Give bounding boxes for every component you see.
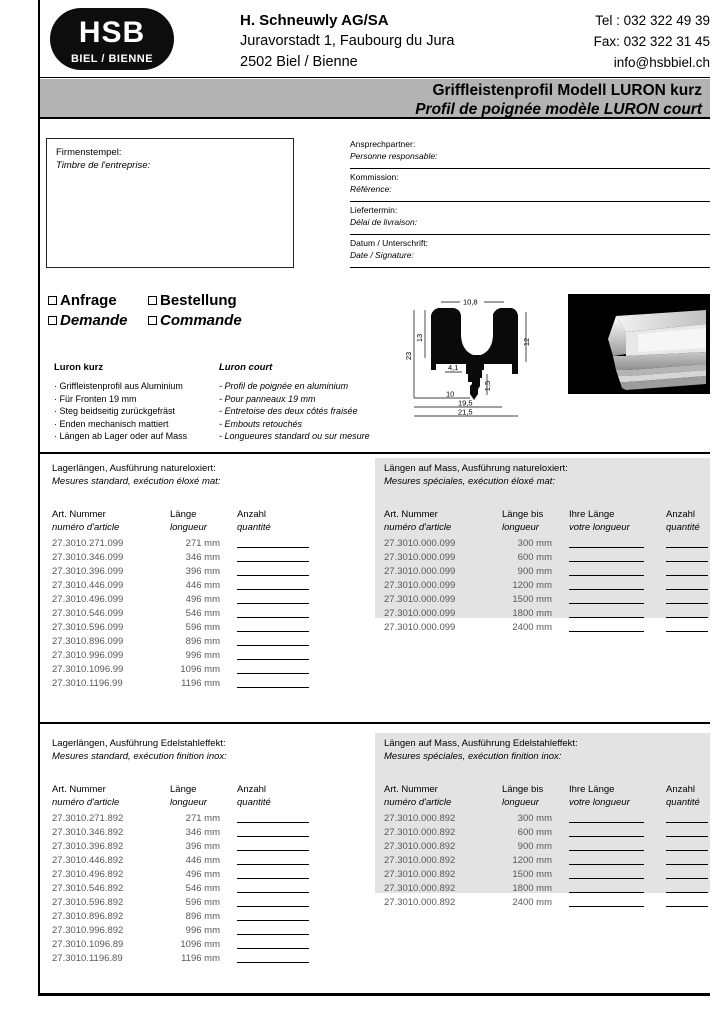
cell-length: 600 mm [517, 827, 552, 838]
table-row [52, 896, 352, 910]
table-caption-de: Längen auf Mass, Ausführung Edelstahleffekt: [384, 738, 578, 749]
table-body [52, 812, 352, 966]
field-label-de: Kommission: [350, 172, 399, 182]
cell-length: 396 mm [185, 566, 220, 577]
drawing-svg [392, 290, 562, 430]
cell-article-number: 27.3010.896.892 [52, 911, 124, 922]
input-line-quantity[interactable] [666, 836, 708, 837]
table-caption-fr: Mesures standard, exécution éloxé mat: [52, 476, 221, 487]
col-your-length: Ihre Länge votre longueur [569, 784, 630, 808]
cell-length: 496 mm [185, 869, 220, 880]
cell-article-number: 27.3010.1196.89 [52, 953, 123, 964]
input-line-your-length[interactable] [569, 631, 644, 632]
input-line-quantity[interactable] [237, 687, 309, 688]
dim-label-41: 4,1 [448, 363, 459, 372]
col-article-number: Art. Nummer numéro d'article [52, 784, 120, 808]
company-fax: Fax: 032 322 31 45 [593, 34, 710, 49]
table-row [52, 924, 352, 938]
input-line-quantity[interactable] [666, 589, 708, 590]
input-line-quantity[interactable] [666, 906, 708, 907]
checkbox-label: Bestellung [160, 291, 237, 309]
table-header-row [384, 509, 704, 537]
table-row [52, 649, 352, 663]
input-line-your-length[interactable] [569, 575, 644, 576]
checkbox-row-fr [48, 310, 348, 330]
table-row [52, 840, 352, 854]
input-line-quantity[interactable] [237, 547, 309, 548]
input-line-quantity[interactable] [237, 906, 309, 907]
cell-article-number: 27.3010.000.892 [384, 855, 456, 866]
table-row [384, 854, 704, 868]
input-line-quantity[interactable] [237, 920, 309, 921]
description-french [219, 362, 384, 443]
product-title-de: Griffleistenprofil Modell LURON kurz [432, 82, 702, 99]
checkbox-icon[interactable] [48, 316, 57, 325]
product-description [54, 362, 384, 443]
table-row [384, 579, 704, 593]
input-line-quantity[interactable] [666, 878, 708, 879]
table-row [52, 607, 352, 621]
field-label-fr: Délai de livraison: [350, 217, 418, 227]
description-item: - Longueures standard ou sur mesure [219, 431, 370, 442]
cell-length: 600 mm [517, 552, 552, 563]
cell-article-number: 27.3010.000.099 [384, 580, 456, 591]
description-title-fr: Luron court [219, 362, 273, 373]
table-standard-natural [52, 462, 352, 691]
cell-length: 271 mm [185, 538, 220, 549]
cell-length: 596 mm [185, 622, 220, 633]
cell-length: 300 mm [517, 813, 552, 824]
profile-cross-section-drawing [392, 290, 562, 430]
request-type-checkboxes [48, 290, 348, 330]
logo-wordmark: HSB [78, 16, 146, 49]
cell-length: 896 mm [185, 911, 220, 922]
cell-length: 1500 mm [512, 869, 552, 880]
input-line-quantity[interactable] [237, 962, 309, 963]
order-form-fields [350, 138, 710, 270]
table-row [52, 593, 352, 607]
description-item: · Griffleistenprofil aus Aluminium [54, 381, 183, 391]
input-line-your-length[interactable] [569, 547, 644, 548]
input-line-quantity[interactable] [237, 589, 309, 590]
table-row [52, 910, 352, 924]
col-quantity: Anzahl quantité [237, 784, 271, 808]
input-line-quantity[interactable] [237, 575, 309, 576]
input-line-your-length[interactable] [569, 878, 644, 879]
table-header-row [52, 784, 352, 812]
input-line-quantity[interactable] [666, 575, 708, 576]
description-item: - Embouts retouchés [219, 418, 303, 429]
input-line-quantity[interactable] [237, 631, 309, 632]
checkbox-anfrage[interactable] [48, 292, 148, 309]
cell-article-number: 27.3010.496.892 [52, 869, 124, 880]
cell-article-number: 27.3010.000.099 [384, 566, 456, 577]
cell-length: 896 mm [185, 636, 220, 647]
table-row [52, 579, 352, 593]
input-line-your-length[interactable] [569, 850, 644, 851]
description-item: · Für Fronten 19 mm [54, 393, 137, 404]
input-line-quantity[interactable] [666, 547, 708, 548]
cell-length: 1196 mm [181, 678, 220, 689]
cell-length: 1800 mm [512, 608, 552, 619]
cell-article-number: 27.3010.000.892 [384, 841, 456, 852]
cell-article-number: 27.3010.000.892 [384, 883, 456, 894]
cell-article-number: 27.3010.1096.99 [52, 664, 124, 675]
cell-length: 900 mm [517, 841, 552, 852]
input-line-quantity[interactable] [237, 864, 309, 865]
dim-label-width-top: 10,8 [463, 297, 478, 307]
company-telephone: Tel : 032 322 49 39 [595, 13, 710, 28]
table-body [52, 537, 352, 691]
col-your-length: Ihre Länge votre longueur [569, 509, 630, 533]
cell-length: 1200 mm [512, 855, 552, 866]
dim-label-10: 10 [446, 389, 455, 399]
cell-article-number: 27.3010.346.099 [52, 552, 124, 563]
input-line-your-length[interactable] [569, 836, 644, 837]
col-article-number: Art. Nummer numéro d'article [384, 784, 452, 808]
input-line-quantity[interactable] [666, 561, 708, 562]
table-caption-de: Längen auf Mass, Ausführung natureloxiert: [384, 463, 568, 474]
table-row [384, 868, 704, 882]
table-special-inox [384, 737, 704, 910]
cell-article-number: 27.3010.271.892 [52, 813, 124, 824]
table-row [384, 565, 704, 579]
col-length-up-to: Länge bis longueur [502, 509, 544, 533]
cell-length: 300 mm [517, 538, 552, 549]
checkbox-label: Demande [60, 311, 128, 329]
input-line-quantity[interactable] [237, 822, 309, 823]
cell-article-number: 27.3010.000.099 [384, 622, 456, 633]
field-input-line[interactable] [350, 201, 710, 203]
table-body [384, 812, 704, 910]
cell-length: 546 mm [185, 608, 220, 619]
cell-length: 900 mm [517, 566, 552, 577]
company-name: H. Schneuwly AG/SA [240, 12, 389, 29]
cell-length: 446 mm [185, 580, 220, 591]
input-line-quantity[interactable] [237, 934, 309, 935]
input-line-quantity[interactable] [237, 878, 309, 879]
input-line-quantity[interactable] [666, 603, 708, 604]
checkbox-icon[interactable] [48, 296, 57, 305]
company-contact-block [470, 10, 710, 73]
description-item: · Längen ab Lager oder auf Mass [54, 431, 188, 442]
cell-article-number: 27.3010.596.099 [52, 622, 124, 633]
cell-article-number: 27.3010.896.099 [52, 636, 124, 647]
table-row [52, 812, 352, 826]
table-header-row [384, 784, 704, 812]
cell-length: 996 mm [185, 925, 220, 936]
header-divider [40, 77, 710, 78]
field-label-fr: Date / Signature: [350, 250, 414, 260]
input-line-quantity[interactable] [237, 617, 309, 618]
input-line-quantity[interactable] [237, 603, 309, 604]
table-special-natural [384, 462, 704, 635]
field-contact-person[interactable] [350, 138, 710, 171]
cell-article-number: 27.3010.000.892 [384, 897, 456, 908]
cell-article-number: 27.3010.546.099 [52, 608, 124, 619]
table-row [52, 938, 352, 952]
input-line-quantity[interactable] [666, 864, 708, 865]
input-line-quantity[interactable] [237, 892, 309, 893]
dim-label-215: 21,5 [458, 407, 473, 417]
input-line-quantity[interactable] [237, 645, 309, 646]
section-divider-top [40, 452, 710, 454]
checkbox-label: Anfrage [60, 291, 117, 309]
input-line-quantity[interactable] [666, 617, 708, 618]
table-row [384, 537, 704, 551]
cell-article-number: 27.3010.996.892 [52, 925, 124, 936]
cell-length: 1800 mm [512, 883, 552, 894]
table-row [52, 882, 352, 896]
table-row [384, 896, 704, 910]
checkbox-commande[interactable] [148, 312, 242, 329]
cell-article-number: 27.3010.546.892 [52, 883, 124, 894]
cell-article-number: 27.3010.996.099 [52, 650, 124, 661]
field-commission[interactable] [350, 171, 710, 204]
cell-length: 1096 mm [180, 939, 220, 950]
cell-length: 1500 mm [512, 594, 552, 605]
col-length: Länge longueur [170, 784, 207, 808]
input-line-quantity[interactable] [237, 673, 309, 674]
table-row [52, 663, 352, 677]
checkbox-icon[interactable] [148, 296, 157, 305]
table-caption-de: Lagerlängen, Ausführung natureloxiert: [52, 463, 216, 474]
description-item: · Steg beidseitig zurückgefräst [54, 406, 176, 417]
table-row [52, 565, 352, 579]
table-row [52, 952, 352, 966]
cell-article-number: 27.3010.446.892 [52, 855, 124, 866]
description-item: - Entretoise des deux côtés fraisée [219, 406, 358, 417]
cell-length: 1196 mm [181, 953, 220, 964]
cell-article-number: 27.3010.346.892 [52, 827, 124, 838]
input-line-quantity[interactable] [666, 631, 708, 632]
hsb-logo [50, 8, 174, 70]
field-delivery-date[interactable] [350, 204, 710, 237]
table-caption-fr: Mesures standard, exécution finition inox: [52, 751, 227, 762]
company-stamp-box[interactable] [46, 138, 294, 268]
input-line-quantity[interactable] [666, 822, 708, 823]
stamp-label-fr: Timbre de l'entreprise: [56, 160, 151, 171]
table-row [384, 551, 704, 565]
table-row [52, 854, 352, 868]
field-input-line[interactable] [350, 267, 710, 269]
cell-article-number: 27.3010.000.892 [384, 827, 456, 838]
cell-article-number: 27.3010.396.892 [52, 841, 124, 852]
company-address-line-1: Juravorstadt 1, Faubourg du Jura [240, 33, 455, 49]
cell-length: 2400 mm [512, 897, 552, 908]
field-label-fr: Référence: [350, 184, 392, 194]
page-bottom-border [38, 993, 710, 996]
table-row [52, 868, 352, 882]
col-length-up-to: Länge bis longueur [502, 784, 544, 808]
col-article-number: Art. Nummer numéro d'article [384, 509, 452, 533]
cell-article-number: 27.3010.446.099 [52, 580, 124, 591]
table-row [384, 607, 704, 621]
cell-article-number: 27.3010.496.099 [52, 594, 124, 605]
table-row [384, 826, 704, 840]
col-quantity: Anzahl quantité [666, 784, 700, 808]
table-row [384, 812, 704, 826]
cell-article-number: 27.3010.271.099 [52, 538, 124, 549]
table-caption-fr: Mesures spéciales, exécution finition inox: [384, 751, 562, 762]
cell-length: 496 mm [185, 594, 220, 605]
dim-label-13: 13 [415, 333, 424, 343]
input-line-quantity[interactable] [666, 892, 708, 893]
cell-article-number: 27.3010.000.099 [384, 608, 456, 619]
input-line-your-length[interactable] [569, 864, 644, 865]
input-line-quantity[interactable] [237, 659, 309, 660]
cell-length: 1096 mm [180, 664, 220, 675]
table-row [52, 621, 352, 635]
table-row [52, 537, 352, 551]
dim-label-15: 1,5 [483, 380, 492, 392]
company-email[interactable]: info@hsbbiel.ch [613, 55, 710, 70]
field-label-de: Liefertermin: [350, 205, 398, 215]
input-line-quantity[interactable] [237, 948, 309, 949]
cell-article-number: 27.3010.000.099 [384, 538, 456, 549]
cell-length: 446 mm [185, 855, 220, 866]
table-caption-fr: Mesures spéciales, exécution éloxé mat: [384, 476, 556, 487]
input-line-your-length[interactable] [569, 892, 644, 893]
cell-article-number: 27.3010.1196.99 [52, 678, 123, 689]
input-line-quantity[interactable] [237, 850, 309, 851]
cell-article-number: 27.3010.1096.89 [52, 939, 124, 950]
cell-length: 546 mm [185, 883, 220, 894]
description-item: - Profil de poignée en aluminium [219, 381, 349, 391]
section-divider-mid [40, 722, 710, 724]
table-row [384, 621, 704, 635]
product-title-fr: Profil de poignée modèle LURON court [415, 101, 702, 118]
col-article-number: Art. Nummer numéro d'article [52, 509, 120, 533]
input-line-quantity[interactable] [237, 561, 309, 562]
description-title-de: Luron kurz [54, 362, 104, 373]
input-line-quantity[interactable] [666, 850, 708, 851]
page-left-border [38, 0, 40, 995]
input-line-your-length[interactable] [569, 617, 644, 618]
product-title-band [40, 79, 710, 119]
table-row [384, 882, 704, 896]
table-row [52, 826, 352, 840]
page-header [44, 6, 710, 74]
cell-length: 1200 mm [512, 580, 552, 591]
checkbox-label: Commande [160, 311, 242, 329]
field-input-line[interactable] [350, 168, 710, 170]
table-caption-de: Lagerlängen, Ausführung Edelstahleffekt: [52, 738, 226, 749]
checkbox-demande[interactable] [48, 312, 148, 329]
cell-length: 2400 mm [512, 622, 552, 633]
stamp-label-de: Firmenstempel: [56, 147, 122, 158]
input-line-your-length[interactable] [569, 561, 644, 562]
profile-body [431, 308, 518, 370]
field-label-de: Ansprechpartner: [350, 139, 416, 149]
input-line-your-length[interactable] [569, 822, 644, 823]
cell-length: 271 mm [185, 813, 220, 824]
checkbox-bestellung[interactable] [148, 292, 237, 309]
checkbox-row-de [48, 290, 348, 310]
input-line-your-length[interactable] [569, 603, 644, 604]
cell-article-number: 27.3010.000.099 [384, 552, 456, 563]
field-date-signature[interactable] [350, 237, 710, 270]
cell-article-number: 27.3010.000.892 [384, 813, 456, 824]
description-list-de [54, 380, 219, 443]
logo-tagline: BIEL / BIENNE [70, 53, 154, 65]
dim-label-23: 23 [404, 351, 413, 361]
cell-length: 996 mm [185, 650, 220, 661]
field-label-de: Datum / Unterschrift: [350, 238, 428, 248]
cell-length: 346 mm [185, 552, 220, 563]
field-label-fr: Personne responsable: [350, 151, 438, 161]
description-item: · Enden mechanisch mattiert [54, 418, 169, 429]
description-german [54, 362, 219, 443]
table-row [384, 593, 704, 607]
table-row [52, 677, 352, 691]
field-input-line[interactable] [350, 234, 710, 236]
col-length: Länge longueur [170, 509, 207, 533]
description-item: - Pour panneaux 19 mm [219, 393, 316, 404]
cell-length: 596 mm [185, 897, 220, 908]
input-line-quantity[interactable] [237, 836, 309, 837]
product-photo-svg [568, 294, 710, 394]
col-quantity: Anzahl quantité [237, 509, 271, 533]
checkbox-icon[interactable] [148, 316, 157, 325]
cell-article-number: 27.3010.000.892 [384, 869, 456, 880]
company-address-line-2: 2502 Biel / Bienne [240, 54, 358, 70]
cell-length: 396 mm [185, 841, 220, 852]
cell-article-number: 27.3010.396.099 [52, 566, 124, 577]
table-standard-inox [52, 737, 352, 966]
cell-article-number: 27.3010.596.892 [52, 897, 124, 908]
product-photo [568, 294, 710, 394]
dim-label-12: 12 [522, 337, 531, 347]
cell-article-number: 27.3010.000.099 [384, 594, 456, 605]
table-row [384, 840, 704, 854]
table-header-row [52, 509, 352, 537]
dim-label-195: 19,5 [458, 398, 473, 408]
description-list-fr [219, 380, 384, 443]
table-row [52, 635, 352, 649]
input-line-your-length[interactable] [569, 589, 644, 590]
table-row [52, 551, 352, 565]
table-body [384, 537, 704, 635]
col-quantity: Anzahl quantité [666, 509, 700, 533]
cell-length: 346 mm [185, 827, 220, 838]
input-line-your-length[interactable] [569, 906, 644, 907]
